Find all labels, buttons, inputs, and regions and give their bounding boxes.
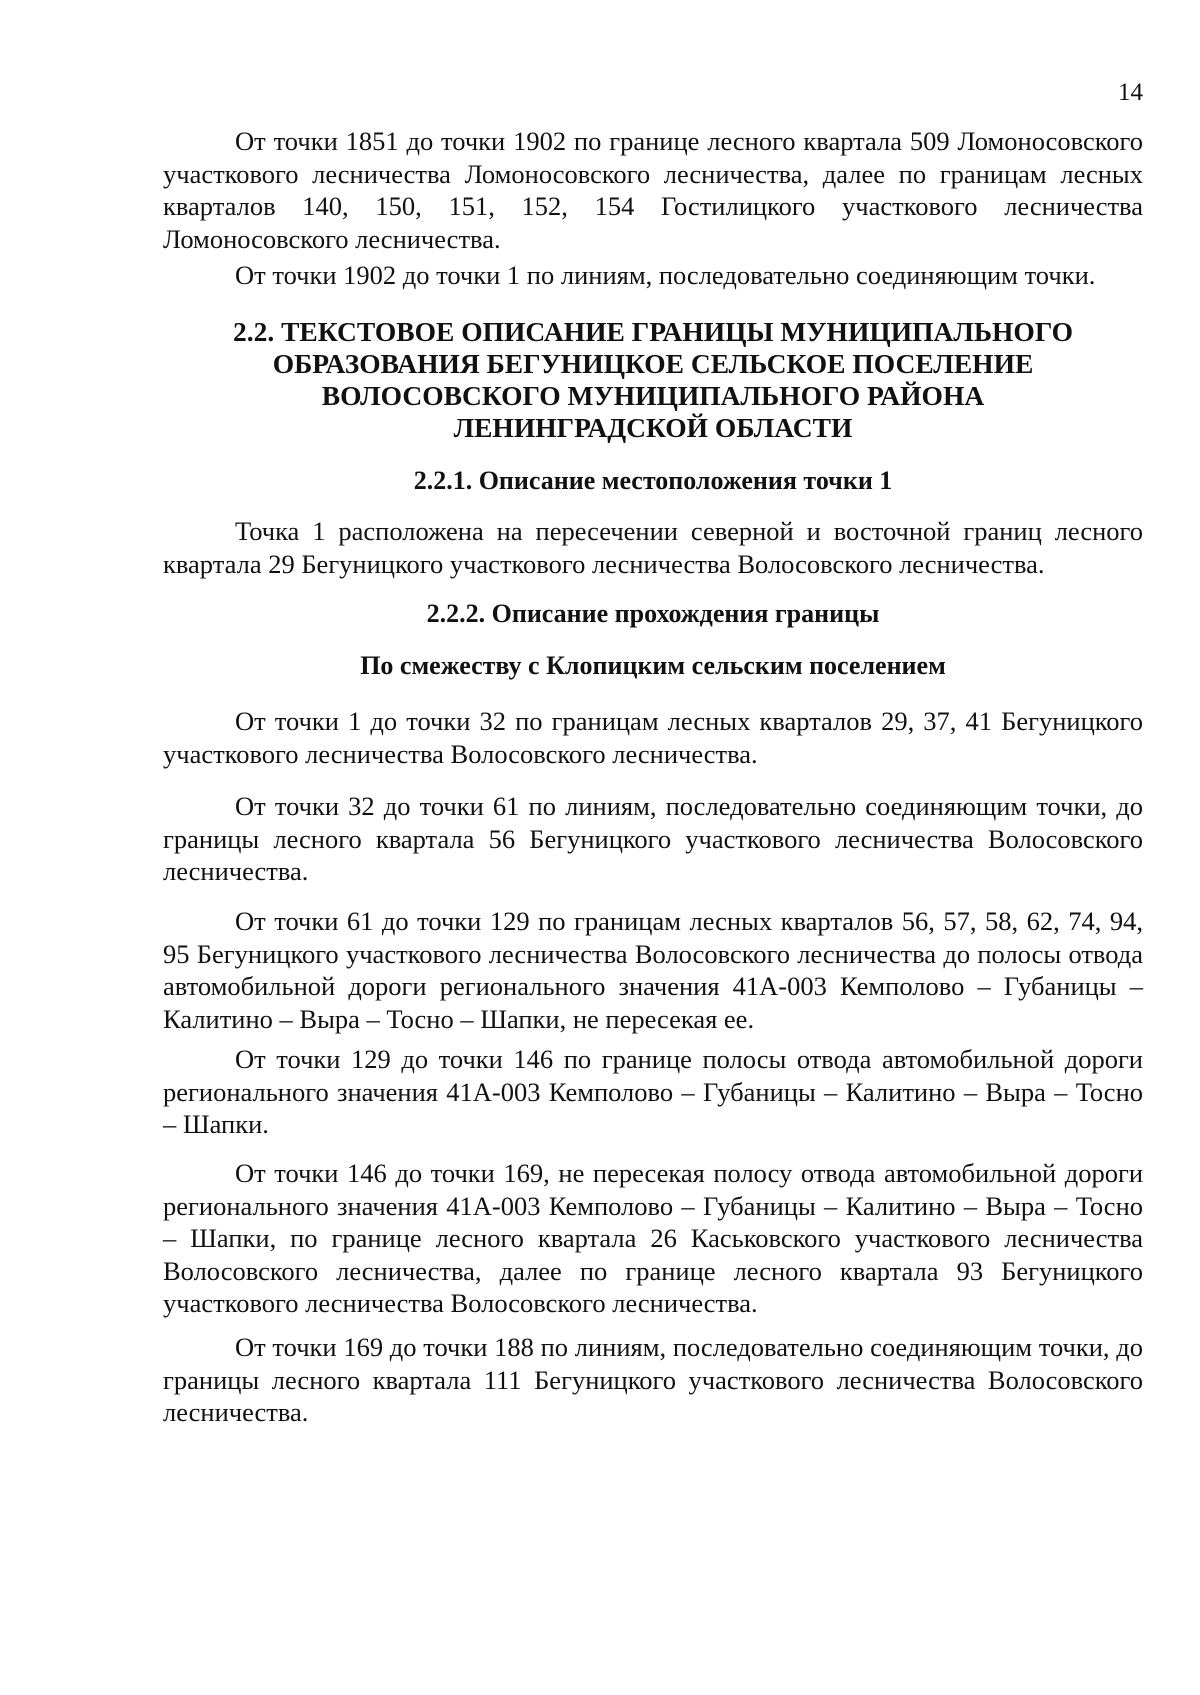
adjacency-heading: По смежеству с Клопицким сельским поселением bbox=[360, 651, 946, 680]
paragraph-point-1-location: Точка 1 расположена на пересечении северной и восточной границ лесного квартала 29 Бегуницкого участкового лесничества Волосовского лесничества. bbox=[163, 516, 1143, 579]
paragraph-point-1-to-32: От точки 1 до точки 32 по границам лесных кварталов 29, 37, 41 Бегуницкого участкового лесничества Волосовского лесничества. bbox=[163, 706, 1143, 769]
paragraph-point-129-to-146: От точки 129 до точки 146 по границе полосы отвода автомобильной дороги регионального значения 41А-003 Кемполово – Губаницы – Калитино – Выра – Тосно – Шапки. bbox=[163, 1044, 1143, 1139]
section-heading-line-4: ЛЕНИНГРАДСКОЙ ОБЛАСТИ bbox=[453, 412, 853, 443]
section-heading-line-2: ОБРАЗОВАНИЯ БЕГУНИЦКОЕ СЕЛЬСКОЕ ПОСЕЛЕНИЕ bbox=[272, 348, 1034, 379]
paragraph-point-1902: От точки 1902 до точки 1 по линиям, последовательно соединяющим точки. bbox=[235, 260, 1096, 290]
paragraph-point-61-to-129: От точки 61 до точки 129 по границам лесных кварталов 56, 57, 58, 62, 74, 94, 95 Бегуницкого участкового лесничества Волосовского лесничества до полосы отвода автомобильной дороги регионального значения 41А-003 Кемполово – Губаницы – Калитино – Выра – Тосно – Шапки, не пересекая ее. bbox=[163, 906, 1143, 1034]
section-heading-line-3: ВОЛОСОВСКОГО МУНИЦИПАЛЬНОГО РАЙОНА bbox=[321, 380, 985, 411]
subsection-heading-boundary: 2.2.2. Описание прохождения границы bbox=[426, 599, 880, 628]
subsection-heading-point-1: 2.2.1. Описание местоположения точки 1 bbox=[413, 466, 893, 495]
document-page bbox=[163, 0, 1143, 1695]
paragraph-point-32-to-61: От точки 32 до точки 61 по линиям, последовательно соединяющим точки, до границы лесного квартала 56 Бегуницкого участкового лесничества Волосовского лесничества. bbox=[163, 791, 1143, 886]
paragraph-point-1851: От точки 1851 до точки 1902 по границе лесного квартала 509 Ломоносовского участкового лесничества Ломоносовского лесничества, далее по границам лесных кварталов 140, 150, 151, 152, 154 Гостилицкого участкового лесничества Ломоносовского лесничества. bbox=[163, 126, 1143, 254]
paragraph-point-146-to-169: От точки 146 до точки 169, не пересекая полосу отвода автомобильной дороги регионального значения 41А-003 Кемполово – Губаницы – Калитино – Выра – Тосно – Шапки, по границе лесного квартала 26 Каськовского участкового лесничества Волосовского лесничества, далее по границе лесного квартала 93 Бегуницкого участкового лесничества Волосовского лесничества. bbox=[163, 1158, 1143, 1318]
paragraph-point-169-to-188: От точки 169 до точки 188 по линиям, последовательно соединяющим точки, до границы лесного квартала 111 Бегуницкого участкового лесничества Волосовского лесничества. bbox=[163, 1332, 1143, 1427]
section-heading-line-1: 2.2. ТЕКСТОВОЕ ОПИСАНИЕ ГРАНИЦЫ МУНИЦИПАЛЬНОГО bbox=[232, 316, 1074, 347]
page-number: 14 bbox=[1118, 79, 1143, 106]
